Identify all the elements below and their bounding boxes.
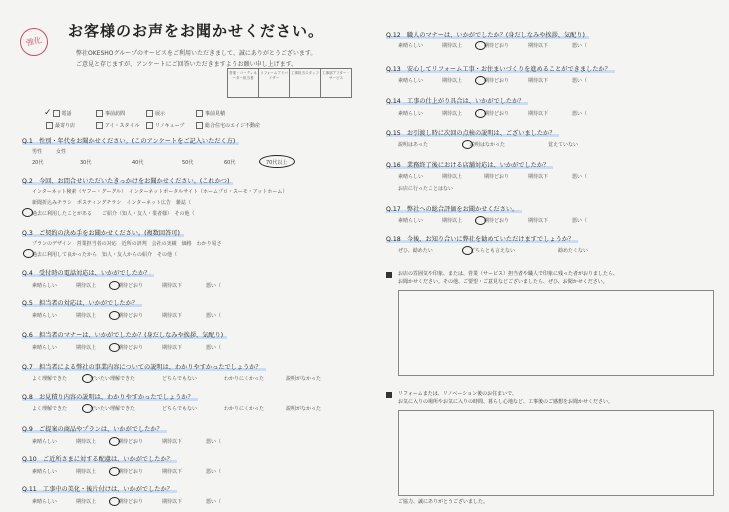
q16-label: Q.16 業務終了後における店舗対応は、いかがでしたか？ (386, 160, 553, 169)
check-prior-visit[interactable] (96, 108, 146, 118)
q6-opt-bad[interactable]: 悪い（ (206, 345, 222, 351)
q14-opt-as-expected[interactable]: 期待どおり (484, 111, 510, 117)
q12-label: Q.12 職人のマナーは、いかがでしたか？(身だしなみや挨拶、気配り) (386, 30, 589, 39)
circle-mark-icon (23, 249, 34, 258)
check-nearest-store[interactable] (46, 122, 96, 129)
q17-opt-above[interactable]: 期待以上 (442, 218, 463, 224)
q5-opt-as-expected[interactable]: 期待どおり (118, 313, 144, 319)
q17-opt-bad[interactable]: 悪い（ (572, 218, 588, 224)
q4-label: Q.4 受付時の電話対応は、いかがでしたか？ (22, 268, 154, 277)
stamp-box-sales: 営業・コーディネーター担当者 (227, 68, 259, 98)
q9-opt-below[interactable]: 期待以下 (162, 439, 183, 445)
q16-opt-excellent[interactable]: 素晴らしい (398, 174, 424, 180)
q6-options (32, 344, 352, 354)
contact-checks (46, 108, 346, 133)
q13-opt-above[interactable]: 期待以上 (442, 78, 463, 84)
q6-opt-as-expected[interactable]: 期待どおり (118, 345, 144, 351)
q17-options (398, 217, 718, 227)
intro-line-2: ご意見と存じますが、アンケートにご回答いただきますようお願い申し上げます。 (76, 61, 298, 68)
q1-age-30s[interactable]: 30代 (80, 160, 92, 166)
q4-opt-below[interactable]: 期待以下 (162, 283, 183, 289)
check-label: 事前見積 (205, 110, 226, 117)
check-label: 電話 (61, 110, 72, 117)
circle-mark-icon (109, 281, 120, 290)
q14-opt-below[interactable]: 期待以下 (528, 111, 549, 117)
circle-mark-icon (475, 41, 486, 50)
q7-opt-3[interactable]: どちらでもない (162, 376, 197, 382)
circle-mark-icon (109, 467, 120, 476)
q7-opt-2[interactable]: だいたい理解できた (90, 376, 136, 382)
q4-opt-bad[interactable]: 悪い（ (206, 283, 222, 289)
q3-label: Q.3 ご契約の決め手をお聞かせください。(複数回答可) (22, 228, 184, 237)
q16-opt-above[interactable]: 期待以上 (442, 174, 463, 180)
q8-label: Q.8 お見積り内容の説明は、わかりやすかったでしょうか？ (22, 392, 198, 401)
q10-options (32, 468, 352, 478)
circle-mark-icon (109, 311, 120, 320)
q5-opt-bad[interactable]: 悪い（ (206, 313, 222, 319)
q17-label: Q.17 弊社への総合評価をお聞かせください。 (386, 204, 522, 213)
check-label: 展示 (155, 110, 166, 117)
stamp-box-advisor: リフォームアドバイザー (258, 68, 290, 98)
q1-options (32, 148, 352, 168)
q13-options (398, 77, 718, 87)
circle-mark-icon (22, 208, 33, 217)
checkbox-icon (196, 110, 203, 117)
q1-age-20s[interactable]: 20代 (32, 160, 44, 166)
q8-opt-3[interactable]: どちらでもない (162, 406, 197, 412)
q5-label: Q.5 担当者の対応は、いかがでしたか？ (22, 298, 142, 307)
comment2-prompt (398, 390, 613, 406)
checkbox-icon (96, 122, 103, 129)
stamp-box-aftercare: 工事部アフター・サービス (320, 68, 352, 98)
q14-opt-excellent[interactable]: 素晴らしい (398, 111, 424, 117)
circle-mark-icon (259, 155, 295, 168)
check-exhibit[interactable] (146, 108, 196, 118)
kyouka-stamp: 強化 (17, 25, 50, 58)
q3-line-2[interactable]: 過去に利用して良かったから 知人・友人からの紹介 その他（ (32, 252, 178, 258)
q4-options (32, 282, 352, 292)
circle-mark-icon (462, 140, 473, 149)
comment2-line-2: お気に入りの場所やお気に入りの時間、暮らし心地など、工事後のご感想をお聞かせください。 (398, 399, 614, 405)
checkbox-icon (96, 110, 103, 117)
q2-line-3[interactable]: 過去に利用したことがある ご紹介（知人・友人・業者様） その他（ (32, 211, 195, 217)
q11-opt-as-expected[interactable]: 期待どおり (118, 499, 144, 505)
comment1-prompt (398, 270, 618, 286)
check-age-realestate[interactable] (196, 122, 306, 129)
q14-opt-bad[interactable]: 悪い（ (572, 111, 588, 117)
q10-opt-bad[interactable]: 悪い（ (206, 469, 222, 475)
q2-line-1[interactable]: インターネット検索（ヤフー・グーグル） インターネットポータルサイト（ホームプロ・スーモ・アットホーム） (32, 189, 288, 195)
q15-options (398, 141, 718, 151)
staff-stamp-boxes (227, 68, 351, 98)
left-column (16, 8, 364, 508)
q8-opt-4[interactable]: わかりにくかった (224, 406, 265, 412)
q17-opt-below[interactable]: 期待以下 (528, 218, 549, 224)
q8-opt-1[interactable]: よく理解できた (32, 406, 68, 412)
q17-opt-as-expected[interactable]: 期待どおり (484, 218, 510, 224)
q15-opt-1[interactable]: 説明はあった (398, 142, 428, 148)
q5-opt-below[interactable]: 期待以下 (162, 313, 183, 319)
circle-mark-icon (109, 343, 120, 352)
check-label: 総合住宅のエイジ不動産 (205, 123, 261, 129)
q9-opt-bad[interactable]: 悪い（ (206, 439, 222, 445)
q6-opt-below[interactable]: 期待以下 (162, 345, 183, 351)
q11-opt-below[interactable]: 期待以下 (162, 499, 183, 505)
q12-opt-above[interactable]: 期待以上 (442, 43, 463, 49)
q1-age-70s[interactable]: 70代以上 (266, 160, 288, 166)
q11-opt-excellent[interactable]: 素晴らしい (32, 499, 58, 505)
q17-opt-excellent[interactable]: 素晴らしい (398, 218, 424, 224)
page-title: お客様のお声をお聞かせください。 (68, 22, 325, 40)
q7-opt-1[interactable]: よく理解できた (32, 376, 68, 382)
circle-mark-icon (109, 497, 120, 506)
q10-label: Q.10 ご近所さまに対する配慮は、いかがでしたか？ (22, 454, 177, 463)
q11-options (32, 498, 352, 508)
q18-label: Q.18 今後、お知り合いに弊社を勧めていただけますでしょうか？ (386, 234, 578, 243)
q16-opt-as-expected[interactable]: 期待どおり (484, 174, 510, 180)
q7-opt-5[interactable]: 説明がなかった (286, 376, 322, 382)
q18-opt-3[interactable]: 勧めたくない (558, 248, 589, 254)
q10-opt-excellent[interactable]: 素晴らしい (32, 469, 58, 475)
check-label: 事前訪問 (105, 110, 126, 117)
q4-opt-as-expected[interactable]: 期待どおり (118, 283, 144, 289)
check-prior-estimate[interactable] (196, 108, 246, 118)
check-label: アイ・スタイル (105, 123, 140, 129)
q8-options (32, 405, 352, 415)
comment2-line-1: リフォームまたは、リノベーション後のお住まいで、 (398, 391, 518, 397)
q4-opt-excellent[interactable]: 素晴らしい (32, 283, 58, 289)
q12-opt-as-expected[interactable]: 期待どおり (484, 43, 510, 49)
q5-opt-excellent[interactable]: 素晴らしい (32, 313, 58, 319)
check-row-2 (46, 122, 346, 129)
q16-opt-bad[interactable]: 悪い（ (572, 174, 588, 180)
circle-mark-icon (82, 374, 93, 383)
q16-opt-below[interactable]: 期待以下 (528, 174, 549, 180)
circle-mark-icon (475, 109, 486, 118)
q6-opt-above[interactable]: 期待以上 (76, 345, 97, 351)
q13-opt-as-expected[interactable]: 期待どおり (484, 78, 510, 84)
q8-opt-2[interactable]: だいたい理解できた (90, 406, 136, 412)
q7-opt-4[interactable]: わかりにくかった (224, 376, 265, 382)
check-label: リノキューブ (155, 123, 185, 129)
q15-opt-3[interactable]: 覚えていない (548, 142, 579, 148)
q5-opt-above[interactable]: 期待以上 (76, 313, 97, 319)
q16-options (398, 173, 718, 183)
q1-female[interactable]: 女性 (56, 149, 67, 155)
q11-opt-above[interactable]: 期待以上 (76, 499, 97, 505)
circle-mark-icon (462, 246, 473, 255)
q9-opt-above[interactable]: 期待以上 (76, 439, 97, 445)
circle-mark-icon (475, 216, 486, 225)
circle-mark-icon (109, 437, 120, 446)
stamp-box-construction: 工事担当スタッフ (289, 68, 321, 98)
comment1-line-2: お聞かせください。その他、ご要望・ご意見などございましたら、ぜひ、お聞かせください。 (398, 279, 608, 285)
checkbox-icon (146, 122, 153, 129)
q7-label: Q.7 担当者による弊社の事業内容についての説明は、わかりやすかったでしょうか？ (22, 362, 266, 371)
q1-label: Q.1 性別・年代をお聞かせください。(このアンケートをご記入いただく方) (22, 136, 239, 145)
q13-opt-bad[interactable]: 悪い（ (572, 78, 588, 84)
checkmark-icon: ✓ (44, 108, 52, 118)
q18-opt-1[interactable]: ぜひ、勧めたい (398, 248, 433, 254)
q12-options (398, 42, 718, 52)
check-row-1 (46, 108, 346, 118)
q10-opt-as-expected[interactable]: 期待どおり (118, 469, 144, 475)
q15-label: Q.15 お引渡し時に次回の点検の説明は、ございましたか？ (386, 128, 559, 137)
q13-label: Q.13 安心してリフォーム工事・お住まいづくりを進めることができましたか？ (386, 64, 615, 73)
q16-opt-never-visited[interactable]: お店に行ったことはない (398, 186, 454, 192)
q9-opt-as-expected[interactable]: 期待どおり (118, 439, 144, 445)
q4-opt-above[interactable]: 期待以上 (76, 283, 97, 289)
q1-age-60s[interactable]: 60代 (224, 160, 236, 166)
q11-opt-bad[interactable]: 悪い（ (206, 499, 222, 505)
comment1-line-1: お店の雰囲気や印象、または、営業（サービス）担当者や職人で印象に残った者がおりましたら、 (398, 271, 619, 277)
q3-line-1[interactable]: プランのデザイン 営業担当者の対応 近所の評判 会社の実績 価格 わかり易さ (32, 241, 222, 247)
q9-options (32, 438, 352, 448)
check-phone[interactable] (46, 108, 96, 118)
q14-options (398, 110, 718, 120)
q12-opt-excellent[interactable]: 素晴らしい (398, 43, 424, 49)
check-label: 最寄り店 (55, 123, 76, 129)
q13-opt-excellent[interactable]: 素晴らしい (398, 78, 424, 84)
q1-male[interactable]: 男性 (32, 149, 43, 155)
q13-opt-below[interactable]: 期待以下 (528, 78, 549, 84)
right-column (384, 30, 722, 508)
checkbox-icon (46, 122, 53, 129)
bullet-square-icon (386, 392, 392, 398)
checkbox-icon (196, 122, 203, 129)
comment2-textarea[interactable] (398, 410, 714, 496)
q15-opt-2[interactable]: 説明はなかった (470, 142, 506, 148)
q18-options (398, 247, 718, 257)
checkbox-icon (146, 110, 153, 117)
check-renocube[interactable] (146, 122, 196, 129)
q12-opt-bad[interactable]: 悪い（ (572, 43, 588, 49)
q8-opt-5[interactable]: 説明がなかった (286, 406, 322, 412)
q6-opt-excellent[interactable]: 素晴らしい (32, 345, 58, 351)
bullet-square-icon (386, 272, 392, 278)
q10-opt-below[interactable]: 期待以下 (162, 469, 183, 475)
q2-line-2[interactable]: 新聞折込みチラシ ポスティングチラシ インターネット広告 雑誌（ (32, 200, 191, 206)
q9-opt-excellent[interactable]: 素晴らしい (32, 439, 58, 445)
q6-label: Q.6 担当者のマナーは、いかがでしたか？(身だしなみや挨拶、気配り) (22, 330, 227, 339)
circle-mark-icon (82, 404, 93, 413)
q5-options (32, 312, 352, 322)
q7-options (32, 375, 352, 385)
comment1-textarea[interactable] (398, 290, 714, 376)
q10-opt-above[interactable]: 期待以上 (76, 469, 97, 475)
q12-opt-below[interactable]: 期待以下 (528, 43, 549, 49)
q1-age-40s[interactable]: 40代 (132, 160, 144, 166)
circle-mark-icon (475, 76, 486, 85)
check-i-style[interactable] (96, 122, 146, 129)
checkbox-icon (53, 110, 60, 117)
q14-opt-above[interactable]: 期待以上 (442, 111, 463, 117)
intro-line-1: 弊社OKESHOグループのサービスをご利用いただきまして、誠にありがとうございます。 (76, 50, 317, 57)
thanks-footer: ご協力、誠にありがとうございました。 (398, 499, 489, 505)
intro-text (76, 48, 366, 70)
q18-opt-2[interactable]: どちらとも言えない (470, 248, 516, 254)
q1-age-50s[interactable]: 50代 (182, 160, 194, 166)
q11-label: Q.11 工事中の美化・後片付けは、いかがでしたか？ (22, 484, 177, 493)
q14-label: Q.14 工事の仕上がり具合は、いかがでしたか？ (386, 96, 528, 105)
q9-label: Q.9 ご提案の商品やプランは、いかがでしたか？ (22, 424, 167, 433)
q2-label: Q.2 今回、お問合せいただいたきっかけをお聞かせください。(これかつ) (22, 176, 233, 185)
